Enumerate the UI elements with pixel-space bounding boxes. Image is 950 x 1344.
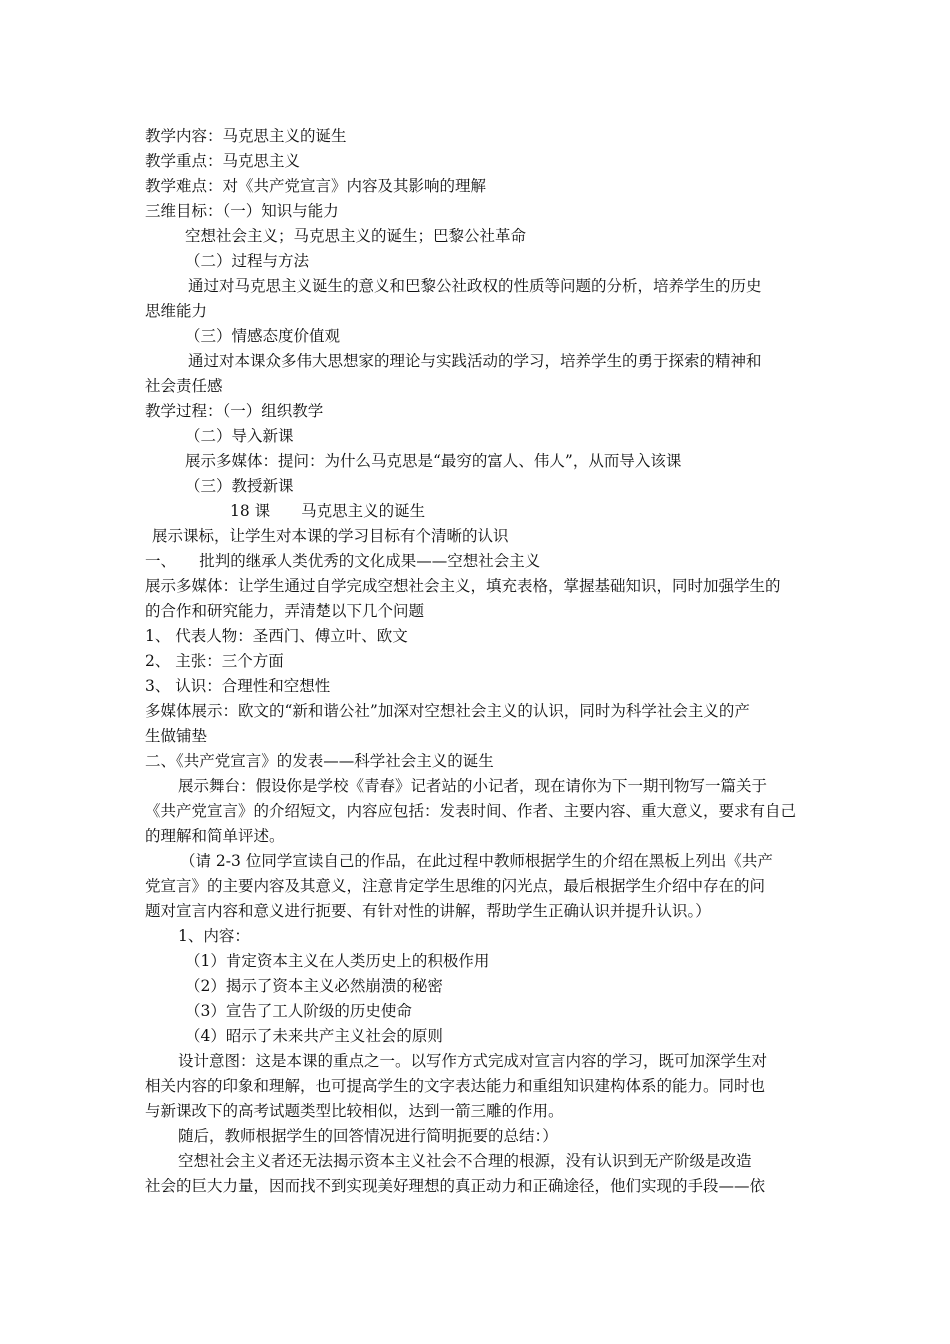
- goal-process-text-cont: 思维能力: [145, 302, 208, 320]
- section-one-text-cont: 的合作和研究能力，弄清楚以下几个问题: [145, 602, 425, 620]
- lesson-title: 18 课 马克思主义的诞生: [230, 502, 426, 520]
- section-one-heading: 一、 批判的继承人类优秀的文化成果——空想社会主义: [145, 552, 541, 570]
- goal-values-heading: （三）情感态度价值观: [185, 327, 341, 345]
- process-intro-text: 展示多媒体：提问：为什么马克思是“最穷的富人、伟人”，从而导入该课: [185, 452, 682, 470]
- multimedia-text: 多媒体展示：欧文的“新和谐公社”加深对空想社会主义的认识，同时为科学社会主义的产: [145, 702, 750, 720]
- stage-text: 展示舞台：假设你是学校《青春》记者站的小记者，现在请你为下一期刊物写一篇关于: [178, 777, 768, 795]
- multimedia-text-cont: 生做铺垫: [145, 727, 208, 745]
- list-item-claims: 2、 主张：三个方面: [145, 652, 284, 670]
- process-intro-heading: （二）导入新课: [185, 427, 294, 445]
- section-one-text: 展示多媒体：让学生通过自学完成空想社会主义，填充表格，掌握基础知识，同时加强学生的: [145, 577, 781, 595]
- summary-text: 空想社会主义者还无法揭示资本主义社会不合理的根源，没有认识到无产阶级是改造: [178, 1152, 752, 1170]
- goal-knowledge-text: 空想社会主义；马克思主义的诞生；巴黎公社革命: [185, 227, 527, 245]
- process-teach-heading: （三）教授新课: [185, 477, 294, 495]
- curriculum-text: 展示课标，让学生对本课的学习目标有个清晰的认识: [152, 527, 509, 545]
- goal-values-text: 通过对本课众多伟大思想家的理论与实践活动的学习，培养学生的勇于探索的精神和: [188, 352, 762, 370]
- note-text: （请 2-3 位同学宣读自己的作品，在此过程中教师根据学生的介绍在黑板上列出《共产: [180, 852, 773, 870]
- summary-intro: 随后，教师根据学生的回答情况进行简明扼要的总结：）: [178, 1127, 558, 1145]
- content-item-3: （3）宣告了工人阶级的历史使命: [185, 1002, 412, 1020]
- section-two-heading: 二、《共产党宣言》的发表——科学社会主义的诞生: [145, 752, 494, 770]
- teaching-focus-line: 教学重点：马克思主义: [145, 152, 301, 170]
- content-item-4: （4）昭示了未来共产主义社会的原则: [185, 1027, 443, 1045]
- list-item-understanding: 3、 认识：合理性和空想性: [145, 677, 331, 695]
- teaching-content-line: 教学内容：马克思主义的诞生: [145, 127, 347, 145]
- process-heading: 教学过程：（一）组织教学: [145, 402, 324, 420]
- goal-process-text: 通过对马克思主义诞生的意义和巴黎公社政权的性质等问题的分析，培养学生的历史: [188, 277, 762, 295]
- content-item-2: （2）揭示了资本主义必然崩溃的秘密: [185, 977, 443, 995]
- summary-text-cont: 社会的巨大力量，因而找不到实现美好理想的真正动力和正确途径，他们实现的手段——依: [145, 1177, 766, 1195]
- goal-process-heading: （二）过程与方法: [185, 252, 310, 270]
- design-intent-text: 设计意图：这是本课的重点之一。以写作方式完成对宣言内容的学习，既可加深学生对: [178, 1052, 768, 1070]
- stage-text-cont-2: 的理解和简单评述。: [145, 827, 285, 845]
- content-heading: 1、内容：: [178, 927, 250, 945]
- teaching-difficulty-line: 教学难点：对《共产党宣言》内容及其影响的理解: [145, 177, 487, 195]
- note-text-cont-1: 党宣言》的主要内容及其意义，注意肯定学生思维的闪光点，最后根据学生介绍中存在的问: [145, 877, 766, 895]
- goal-values-text-cont: 社会责任感: [145, 377, 223, 395]
- goals-heading: 三维目标：（一）知识与能力: [145, 202, 339, 220]
- content-item-1: （1）肯定资本主义在人类历史上的积极作用: [185, 952, 490, 970]
- design-intent-text-cont-1: 相关内容的印象和理解，也可提高学生的文字表达能力和重组知识建构体系的能力。同时也: [145, 1077, 766, 1095]
- list-item-representatives: 1、 代表人物：圣西门、傅立叶、欧文: [145, 627, 408, 645]
- design-intent-text-cont-2: 与新课改下的高考试题类型比较相似，达到一箭三雕的作用。: [145, 1102, 564, 1120]
- stage-text-cont-1: 《共产党宣言》的介绍短文，内容应包括：发表时间、作者、主要内容、重大意义，要求有自己: [145, 802, 797, 820]
- note-text-cont-2: 题对宣言内容和意义进行扼要、有针对性的讲解，帮助学生正确认识并提升认识。）: [145, 902, 711, 920]
